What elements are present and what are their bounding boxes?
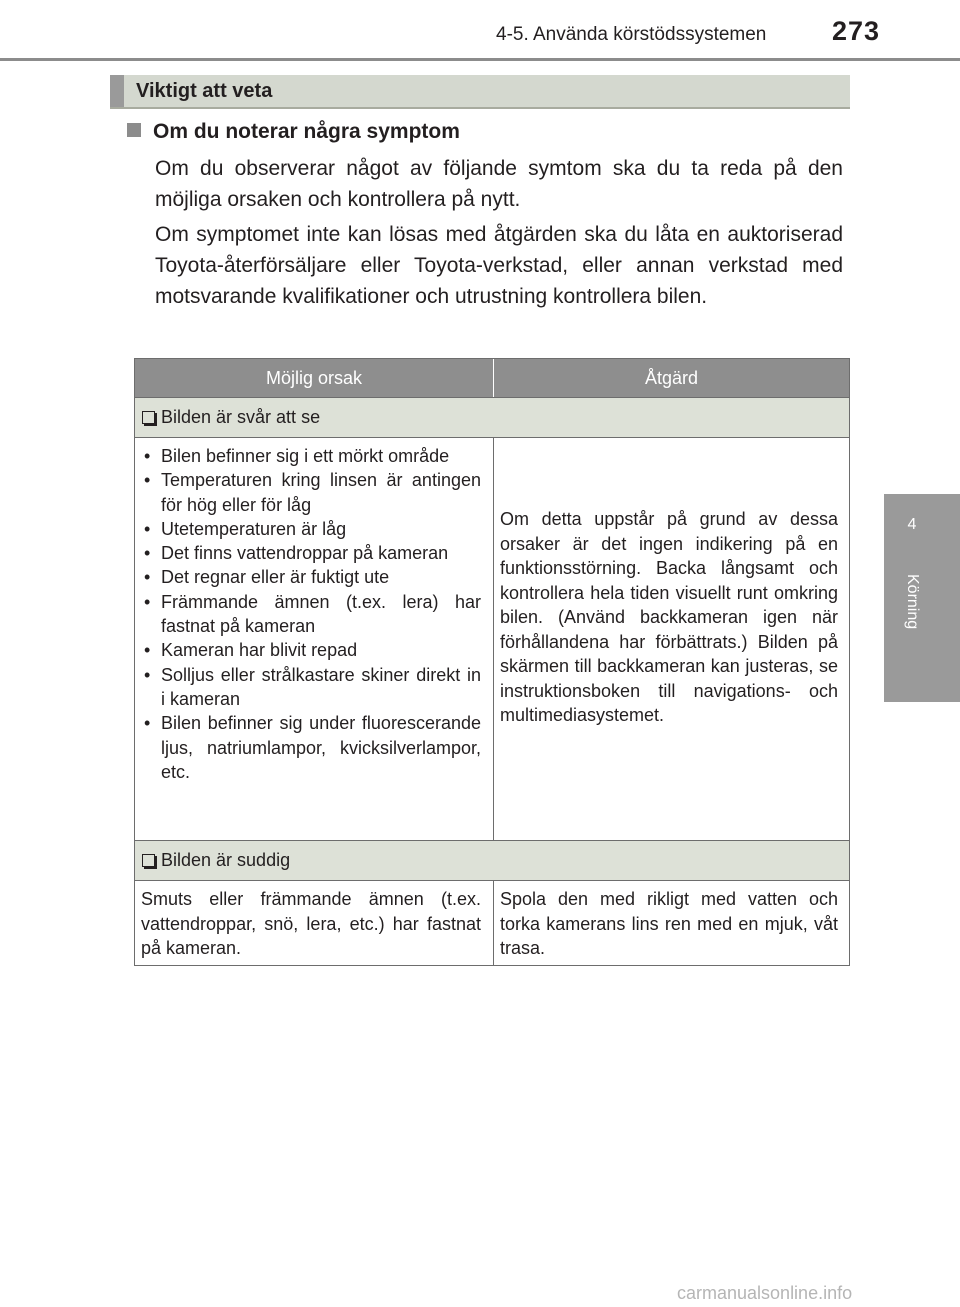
action-text-hard-to-see: Om detta uppstår på grund av dessa orsaker är det ingen indikering på en funktionsstörning. Backa långsamt och kontrollera hela tiden visuellt runt omkring bilen. (Använd backkameran igen när förhållandena har förbättrats.) Bilden på skärmen till backkameran kan justeras, se instruktionsboken till navigations- och multimediasystemet. (500, 509, 838, 725)
section-heading (127, 120, 460, 144)
checkbox-icon (142, 411, 155, 424)
cause-list (141, 444, 481, 784)
header-rule (0, 58, 960, 61)
table-header-action: Åtgärd (494, 359, 849, 397)
list-item: • Bilen befinner sig under fluorescerande ljus, natriumlampor, kvicksilverlampor, etc. (141, 711, 481, 784)
info-box-header (110, 75, 850, 109)
body-paragraph-2: Om symptomet inte kan lösas med åtgärden ska du låta en auktoriserad Toyota-återförsäljare eller Toyota-verkstad, eller annan verkstad med motsvarande kvalifikationer och utrustning kontrollera bilen. (155, 223, 843, 308)
body-paragraph-1: Om du observerar något av följande symtom ska du ta reda på den möjliga orsaken och kontrollera på nytt. (155, 157, 843, 211)
chapter-side-tab (884, 494, 960, 702)
footer-watermark: carmanualsonline.info (677, 1283, 853, 1303)
list-item: • Främmande ämnen (t.ex. lera) har fastnat på kameran (141, 590, 481, 639)
list-item: • Det finns vattendroppar på kameran (141, 541, 481, 565)
column-divider (493, 881, 494, 965)
square-bullet-icon (127, 123, 141, 137)
table-header-cause: Möjlig orsak (135, 359, 493, 397)
list-item: • Solljus eller strålkastare skiner direkt in i kameran (141, 663, 481, 712)
info-box-title: Viktigt att veta (136, 80, 273, 102)
column-divider (493, 438, 494, 840)
list-item: • Det regnar eller är fuktigt ute (141, 565, 481, 589)
group-row-hard-to-see (135, 397, 849, 438)
group-row-blurry (135, 840, 849, 881)
info-box-accent-bar (110, 75, 124, 107)
list-item: • Kameran har blivit repad (141, 638, 481, 662)
list-item: • Temperaturen kring linsen är antingen för hög eller för låg (141, 468, 481, 517)
chapter-number: 4 (907, 516, 917, 533)
page-number: 273 (832, 16, 881, 46)
section-heading-text: Om du noterar några symptom (153, 120, 460, 143)
group-title: Bilden är suddig (161, 850, 291, 870)
list-item: • Bilen befinner sig i ett mörkt område (141, 444, 481, 468)
chapter-label: Körning (904, 574, 921, 630)
symptom-table (134, 358, 850, 966)
action-text-blurry: Spola den med rikligt med vatten och torka kamerans lins ren med en mjuk, våt trasa. (500, 889, 838, 958)
cause-text-blurry: Smuts eller främmande ämnen (t.ex. vattendroppar, snö, lera, etc.) har fastnat på kameran. (141, 889, 481, 958)
checkbox-icon (142, 854, 155, 867)
group-title: Bilden är svår att se (161, 407, 321, 427)
list-item: • Utetemperaturen är låg (141, 517, 481, 541)
header-section-title: 4-5. Använda körstödssystemen (496, 24, 767, 45)
